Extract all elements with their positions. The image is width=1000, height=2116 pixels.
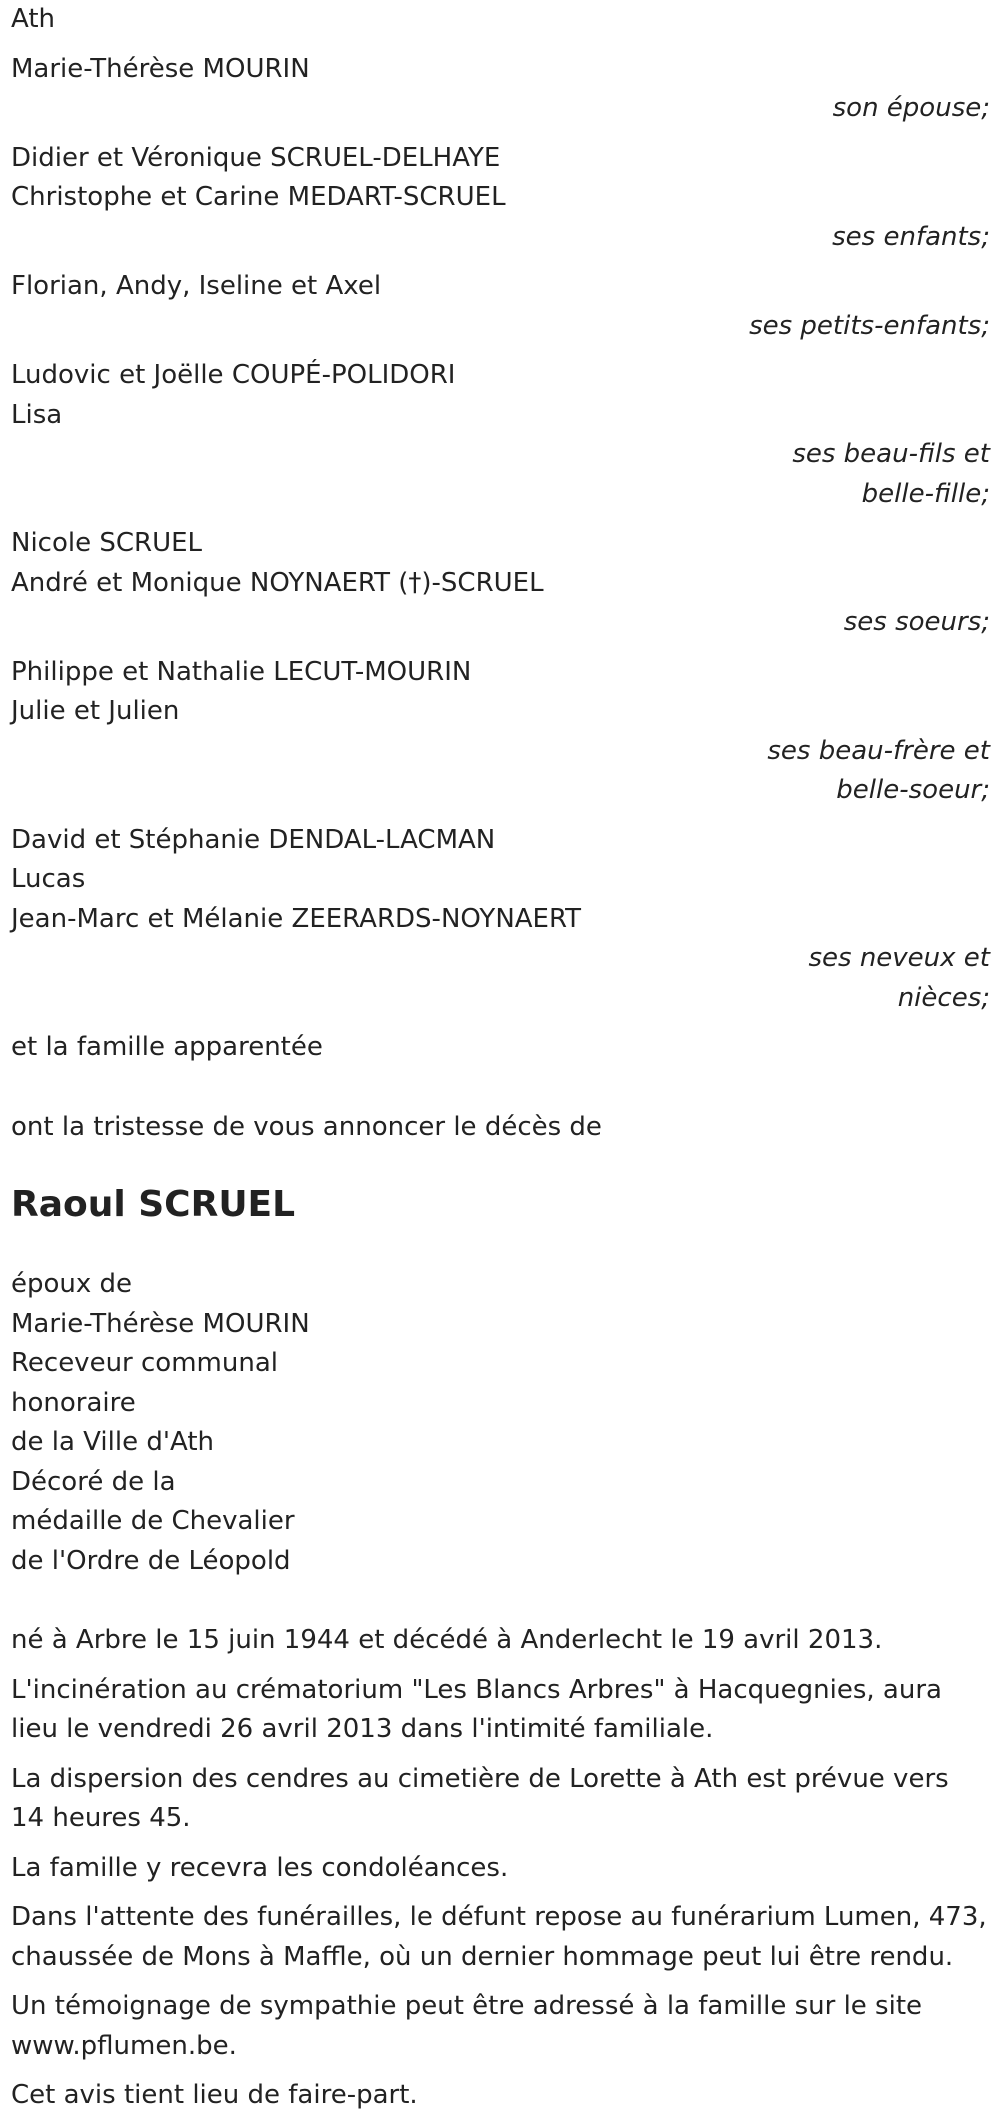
funerarium-paragraph: Dans l'attente des funérailles, le défunt repose au funérarium Lumen, 473, chaussée de Mons à Maffle, où un dernier hommage peut lui être rendu.	[11, 1902, 987, 1972]
detail-line: Décoré de la	[11, 1466, 176, 1497]
family-name: Marie-Thérèse MOURIN	[11, 53, 310, 84]
city-header: Ath	[11, 4, 56, 34]
family-name: Lisa	[11, 399, 63, 430]
family-group-nephews	[11, 821, 990, 1019]
detail-line: Marie-Thérèse MOURIN	[11, 1308, 310, 1339]
relation-label: belle-fille;	[861, 478, 990, 509]
detail-line: époux de	[11, 1269, 133, 1299]
relation-label: ses petits-enfants;	[749, 310, 990, 341]
family-group-spouse	[11, 50, 990, 129]
family-group-stepchildren	[11, 356, 990, 514]
deceased-name: Raoul SCRUEL	[11, 1184, 296, 1225]
relation-label: belle-soeur;	[836, 775, 990, 805]
announcement-text: ont la tristesse de vous annoncer le décès de	[11, 1111, 602, 1142]
cremation-paragraph: L'incinération au crématorium "Les Blancs Arbres" à Hacquegnies, aura lieu le vendredi 26 avril 2013 dans l'intimité familiale.	[11, 1674, 942, 1744]
family-name: Jean-Marc et Mélanie ZEERARDS-NOYNAERT	[11, 903, 582, 934]
relation-label: ses beau-fils et	[792, 439, 990, 469]
relation-label: nièces;	[897, 982, 990, 1013]
family-name: Ludovic et Joëlle COUPÉ-POLIDORI	[11, 360, 456, 390]
deceased-details	[11, 1265, 990, 1581]
closing-paragraph: Cet avis tient lieu de faire-part.	[11, 2080, 418, 2110]
detail-line: médaille de Chevalier	[11, 1506, 295, 1536]
sympathy-paragraph: Un témoignage de sympathie peut être adressé à la famille sur le site www.pflumen.be.	[11, 1991, 923, 2061]
family-name: Didier et Véronique SCRUEL-DELHAYE	[11, 142, 501, 173]
condolences-paragraph: La famille y recevra les condoléances.	[11, 1852, 509, 1883]
relation-label: ses neveux et	[808, 943, 990, 973]
family-note: et la famille apparentée	[11, 1032, 323, 1062]
family-group-sisters	[11, 524, 990, 643]
detail-line: Receveur communal	[11, 1348, 278, 1378]
detail-line: honoraire	[11, 1387, 136, 1418]
family-name: Christophe et Carine MEDART-SCRUEL	[11, 182, 506, 212]
family-name: André et Monique NOYNAERT (†)-SCRUEL	[11, 567, 544, 598]
family-name: Lucas	[11, 864, 86, 894]
relation-label: ses enfants;	[832, 221, 990, 252]
detail-line: de la Ville d'Ath	[11, 1427, 214, 1457]
relation-label: son épouse;	[832, 93, 990, 123]
notice-body	[11, 1621, 990, 2116]
family-group-in-laws	[11, 653, 990, 811]
relation-label: ses beau-frère et	[767, 735, 990, 766]
family-name: David et Stéphanie DENDAL-LACMAN	[11, 824, 496, 855]
family-name: Florian, Andy, Iseline et Axel	[11, 271, 382, 301]
ashes-paragraph: La dispersion des cendres au cimetière de Lorette à Ath est prévue vers 14 heures 45.	[11, 1763, 949, 1833]
family-name: Philippe et Nathalie LECUT-MOURIN	[11, 656, 472, 687]
family-name: Nicole SCRUEL	[11, 528, 203, 558]
relation-label: ses soeurs;	[843, 607, 990, 637]
family-name: Julie et Julien	[11, 696, 180, 726]
detail-line: de l'Ordre de Léopold	[11, 1545, 291, 1576]
birth-death-paragraph: né à Arbre le 15 juin 1944 et décédé à Anderlecht le 19 avril 2013.	[11, 1625, 883, 1655]
family-group-children	[11, 139, 990, 258]
family-group-grandchildren	[11, 267, 990, 346]
